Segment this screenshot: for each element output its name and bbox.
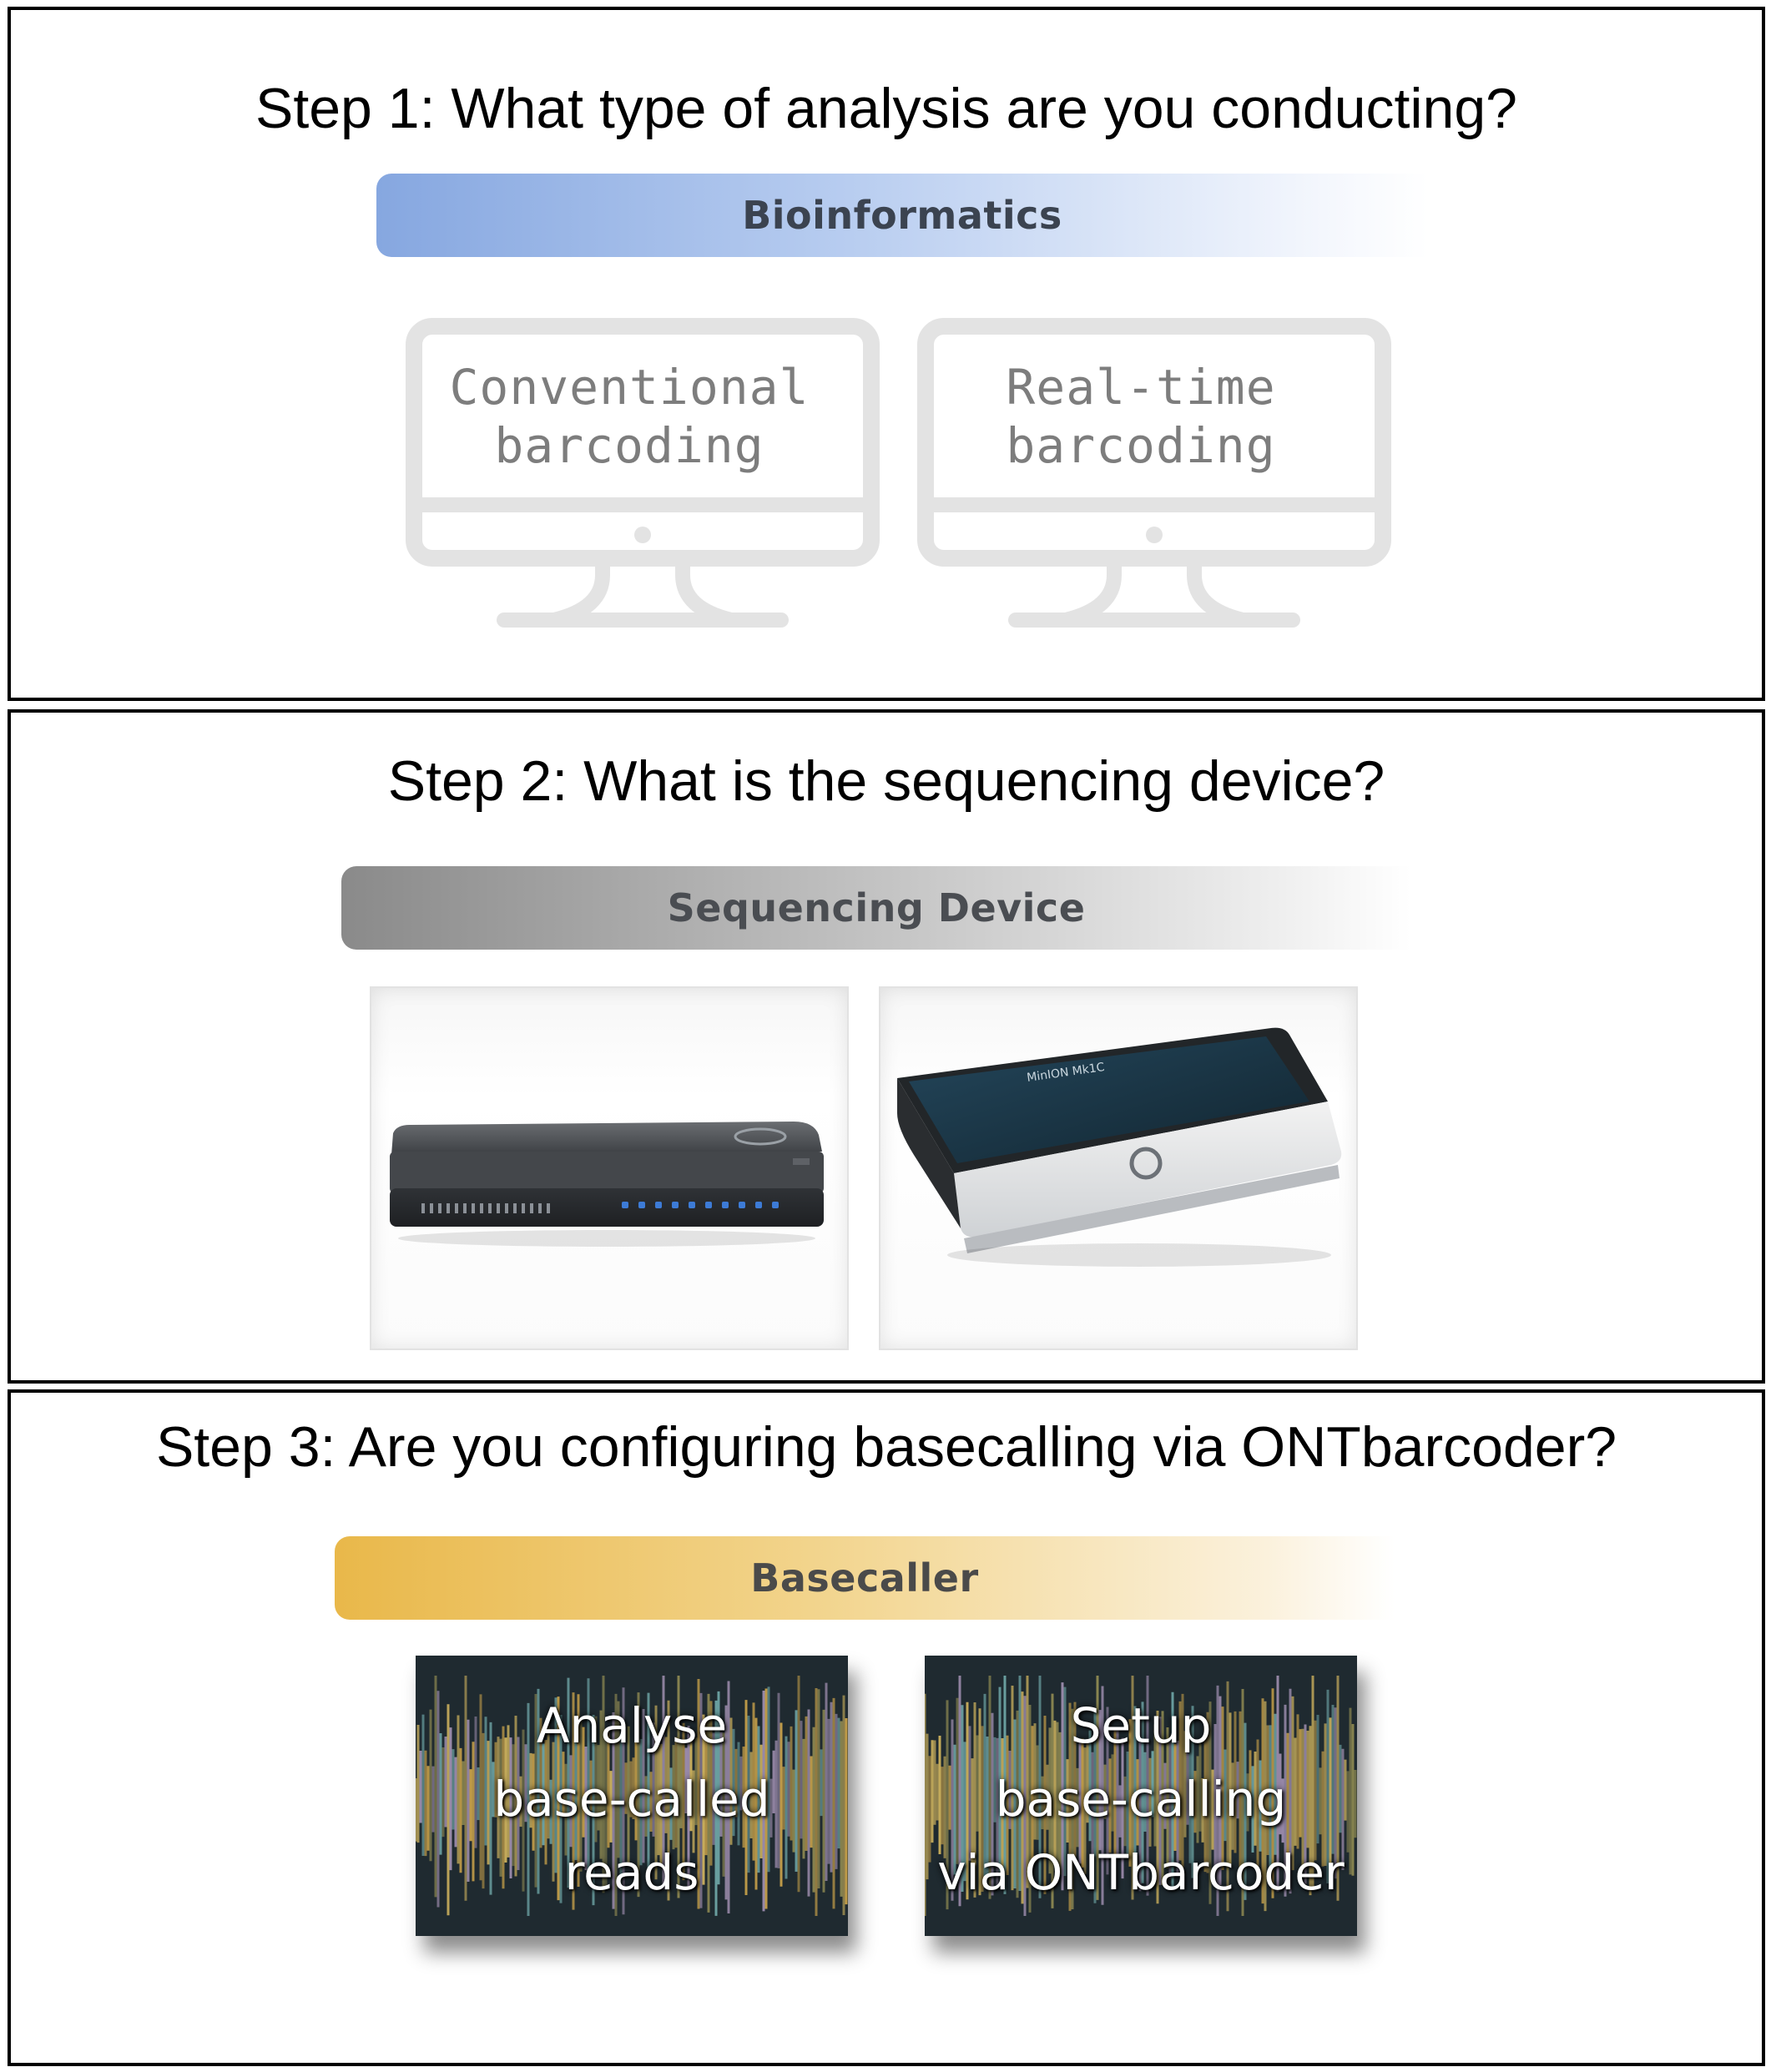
setup-basecalling-label: Setup base-calling via ONTbarcoder [937, 1697, 1345, 1901]
step2-panel [8, 709, 1765, 1384]
realtime-barcoding-option[interactable] [916, 316, 1400, 633]
conventional-barcoding-option[interactable] [404, 316, 888, 633]
minion-mk1c-device-option[interactable] [879, 986, 1358, 1350]
minion-mk1c-icon [880, 988, 1356, 1349]
bioinformatics-bar: Bioinformatics [376, 174, 1428, 257]
sequencer-box-icon [371, 988, 847, 1349]
step3-panel [8, 1389, 1765, 2066]
realtime-barcoding-label: Real-time barcoding [1006, 359, 1276, 474]
step3-title: Step 3: Are you configuring basecalling via ONTbarcoder? [155, 1415, 1617, 1479]
mk1c-screen-text: MinION Mk1C [1026, 1061, 1106, 1085]
analyse-basecalled-reads-label: Analyse base-called reads [493, 1697, 770, 1901]
basecaller-bar: Basecaller [335, 1536, 1395, 1620]
setup-basecalling-option[interactable] [925, 1656, 1357, 1936]
sequencing-device-bar: Sequencing Device [341, 866, 1411, 950]
analyse-basecalled-reads-option[interactable] [416, 1656, 848, 1936]
step1-panel [8, 7, 1765, 701]
step1-title: Step 1: What type of analysis are you conducting? [255, 77, 1517, 140]
conventional-barcoding-label: Conventional barcoding [449, 359, 810, 474]
step2-title: Step 2: What is the sequencing device? [387, 749, 1385, 813]
gridion-device-option[interactable] [370, 986, 849, 1350]
